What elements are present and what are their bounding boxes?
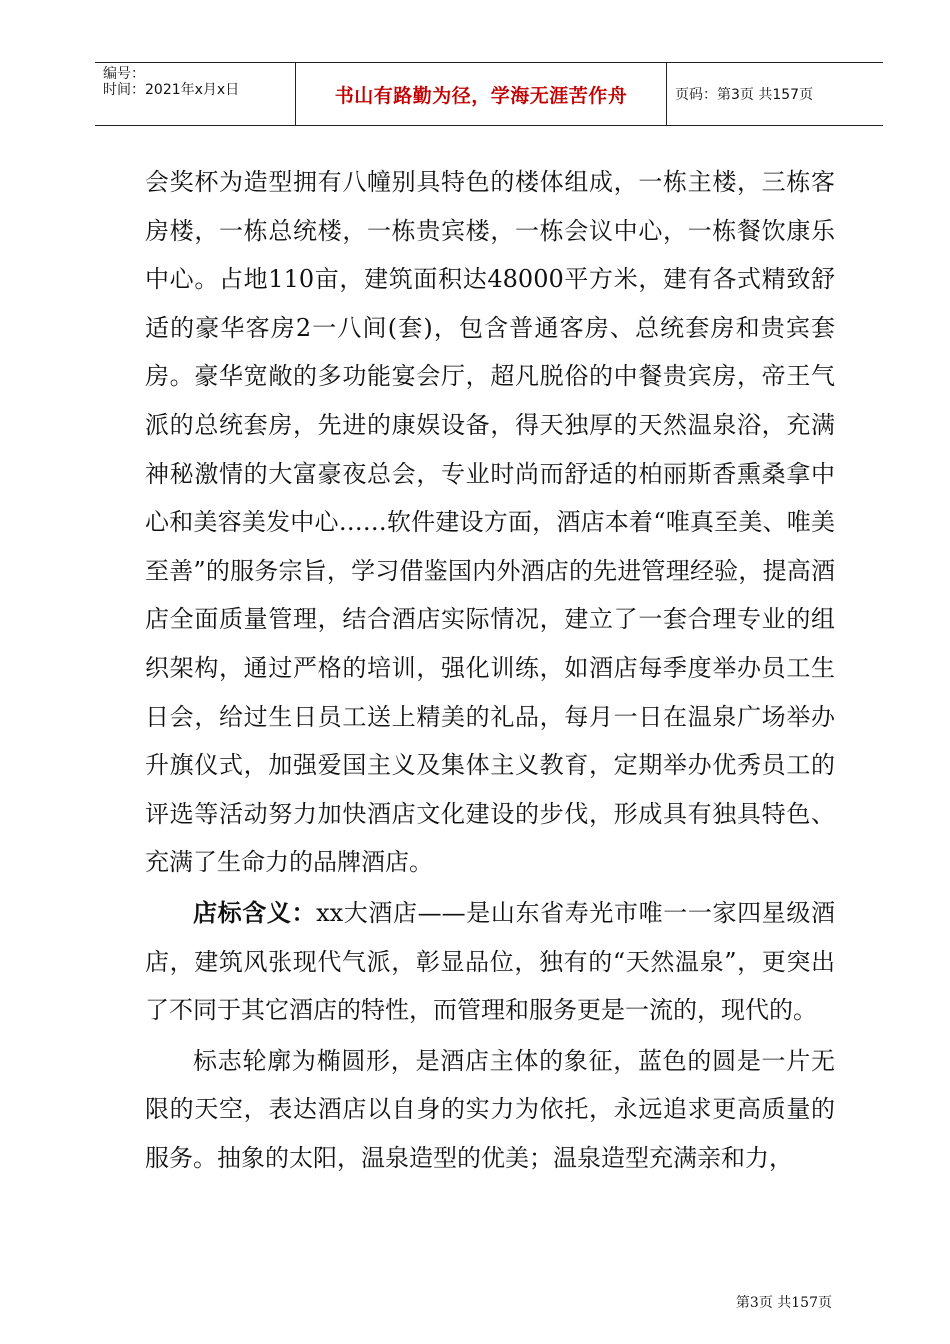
header-page-number: 页码：第3页 共157页 xyxy=(675,87,814,103)
document-body xyxy=(145,158,835,1182)
header-motto: 书山有路勤为径，学海无涯苦作舟 xyxy=(334,84,628,107)
body-paragraph-logo-meaning xyxy=(145,889,835,1035)
section-label: 店标含义： xyxy=(193,898,317,927)
header-meta xyxy=(95,63,295,125)
page-header xyxy=(95,62,883,126)
section-text: xx大酒店——是山东省寿光市唯一一家四星级酒店，建筑风张现代气派，彰显品位，独有的“天然温泉”，更突出了不同于其它酒店的特性，而管理和服务更是一流的，现代的。 xyxy=(145,898,835,1025)
page-footer: 第3页 共157页 xyxy=(735,1295,832,1311)
body-paragraph: 会奖杯为造型拥有八幢别具特色的楼体组成，一栋主楼，三栋客房楼，一栋总统楼，一栋贵宾楼，一栋会议中心，一栋餐饮康乐中心。占地110亩，建筑面积达48000平方米，建有各式精致舒适的豪华客房2一八间(套)，包含普通客房、总统套房和贵宾套房。豪华宽敞的多功能宴会厅，超凡脱俗的中餐贵宾房，帝王气派的总统套房，先进的康娱设备，得天独厚的天然温泉浴，充满神秘激情的大富豪夜总会，专业时尚而舒适的柏丽斯香熏桑拿中心和美容美发中心……软件建设方面，酒店本着“唯真至美、唯美至善”的服务宗旨，学习借鉴国内外酒店的先进管理经验，提高酒店全面质量管理，结合酒店实际情况，建立了一套合理专业的组织架构，通过严格的培训，强化训练，如酒店每季度举办员工生日会，给过生日员工送上精美的礼品，每月一日在温泉广场举办升旗仪式，加强爱国主义及集体主义教育，定期举办优秀员工的评选等活动努力加快酒店文化建设的步伐，形成具有独具特色、充满了生命力的品牌酒店。 xyxy=(145,168,835,877)
document-time-label: 时间：2021年x月x日 xyxy=(103,82,240,98)
document-number-label: 编号： xyxy=(103,66,145,82)
header-page-cell xyxy=(667,63,883,125)
header-motto-cell xyxy=(295,63,667,125)
body-paragraph: 标志轮廓为椭圆形，是酒店主体的象征，蓝色的圆是一片无限的天空，表达酒店以自身的实力为依托，永远追求更高质量的服务。抽象的太阳，温泉造型的优美；温泉造型充满亲和力， xyxy=(145,1046,835,1172)
